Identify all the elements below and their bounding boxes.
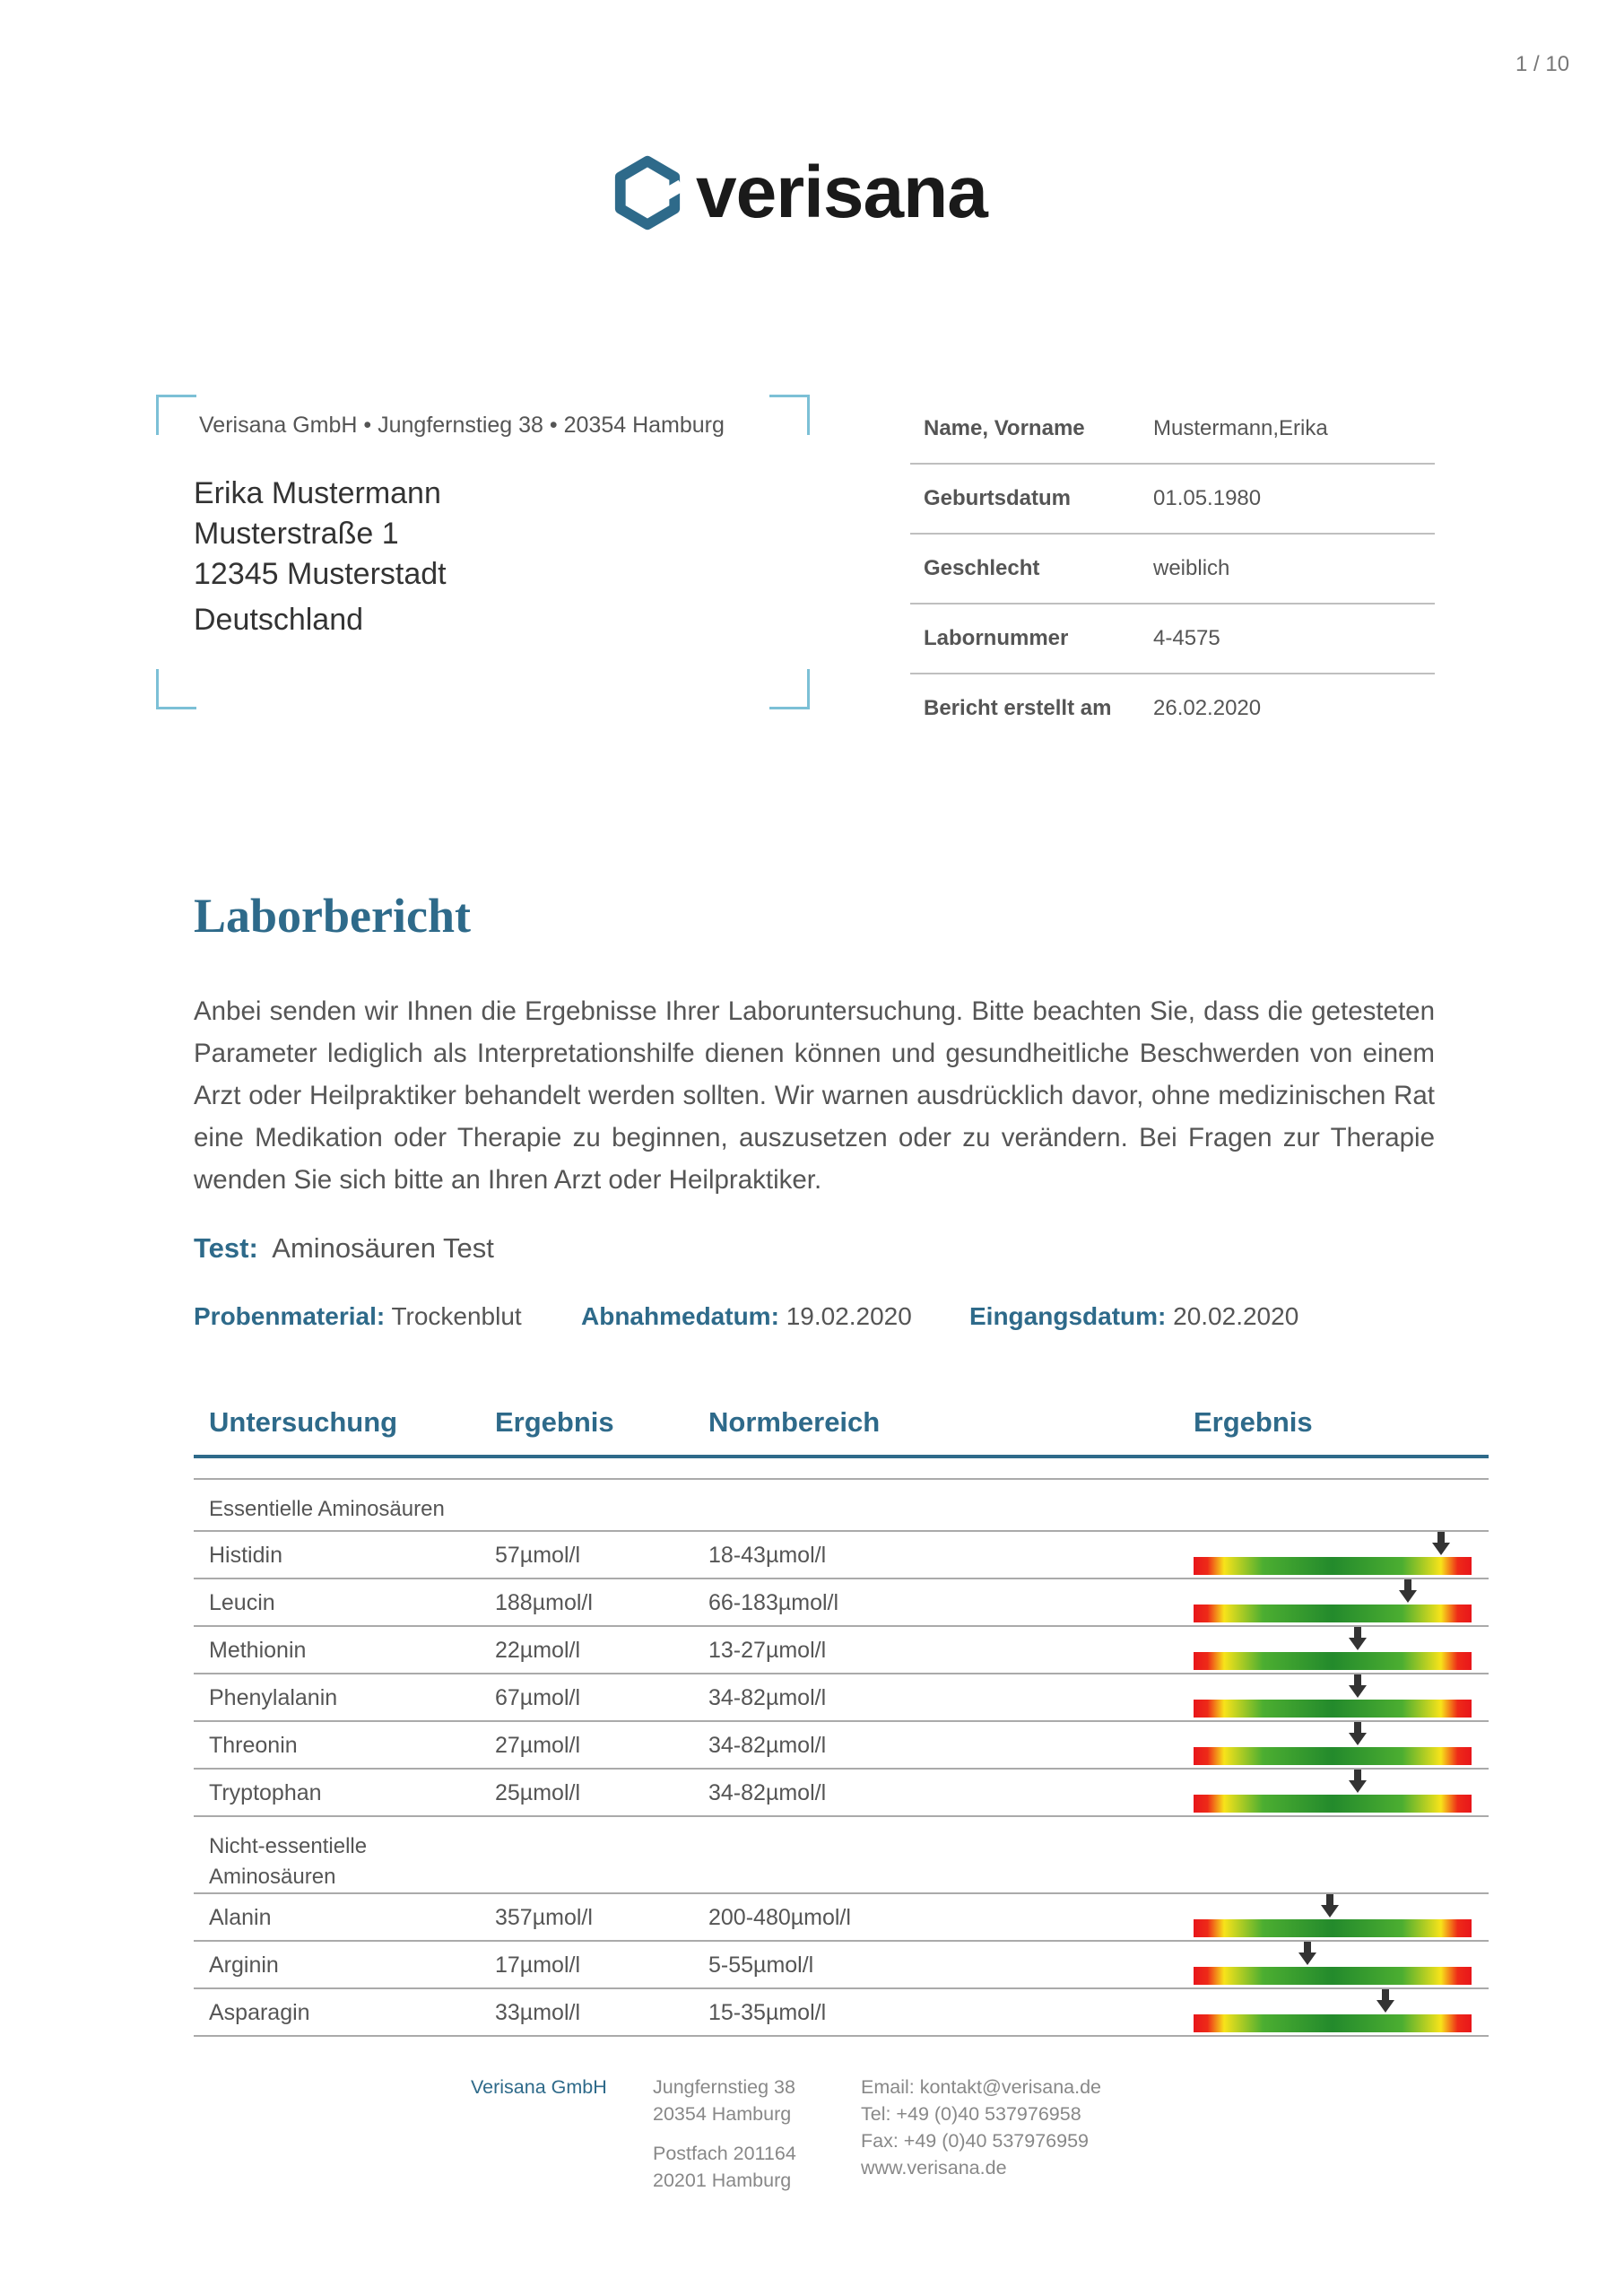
test-result: 25µmol/l — [495, 1780, 580, 1805]
result-gauge — [1194, 1965, 1472, 1985]
gauge-bar — [1194, 1747, 1472, 1765]
address-frame-corner — [156, 669, 196, 709]
footer-phone: Tel: +49 (0)40 537976958 — [861, 2103, 1081, 2125]
test-name: Asparagin — [209, 2000, 310, 2025]
footer-address-line: 20354 Hamburg — [653, 2103, 792, 2125]
result-gauge — [1194, 1650, 1472, 1670]
hexagon-logo-icon — [610, 155, 685, 230]
test-name: Histidin — [209, 1543, 282, 1568]
sample-material — [194, 1302, 522, 1331]
patient-info-table — [910, 395, 1435, 743]
table-row — [194, 1989, 1489, 2037]
test-result: 188µmol/l — [495, 1590, 593, 1615]
gauge-bar — [1194, 1605, 1472, 1622]
patient-info-value: Mustermann,Erika — [1153, 416, 1328, 440]
patient-info-row — [910, 674, 1435, 743]
result-marker-arrow-icon — [1349, 1770, 1367, 1793]
gauge-bar — [1194, 2014, 1472, 2032]
test-name: Leucin — [209, 1590, 275, 1615]
result-gauge — [1194, 1698, 1472, 1718]
test-name: Phenylalanin — [209, 1685, 338, 1710]
category-row — [194, 1817, 1489, 1894]
patient-info-value: 01.05.1980 — [1153, 486, 1262, 510]
patient-info-row — [910, 604, 1435, 674]
test-range: 34-82µmol/l — [708, 1780, 827, 1805]
patient-info-label: Name, Vorname — [924, 416, 1085, 440]
table-row — [194, 1942, 1489, 1989]
footer-postbox-line: Postfach 201164 — [653, 2143, 796, 2164]
patient-info-value: 26.02.2020 — [1153, 696, 1262, 720]
recipient-city: 12345 Musterstadt — [194, 557, 447, 591]
table-row — [194, 1894, 1489, 1942]
result-marker-arrow-icon — [1321, 1894, 1339, 1918]
footer-contact — [861, 2074, 1101, 2181]
report-intro: Anbei senden wir Ihnen die Ergebnisse Ihrer Laboruntersuchung. Bitte beachten Sie, dass die getesteten Parameter lediglich als Interpretationshilfe dienen können und gesundheitliche Beschwerden von einem Arzt oder Heilpraktiker behandelt werden sollten. Wir warnen ausdrücklich davor, ohne medizinischen Rat eine Medikation oder Therapie zu beginnen, auszusetzen oder zu verändern. Bei Fragen zur Therapie wenden Sie sich bitte an Ihren Arzt oder Heilpraktiker. — [194, 996, 1435, 1195]
category-label: Essentielle Aminosäuren — [209, 1497, 445, 1521]
logo-wordmark: verisana — [696, 152, 987, 233]
footer-company: Verisana GmbH — [471, 2076, 607, 2098]
patient-info-label: Labornummer — [924, 626, 1069, 650]
test-label: Test: — [194, 1232, 258, 1264]
test-range: 34-82µmol/l — [708, 1733, 827, 1758]
table-row — [194, 1722, 1489, 1770]
category-label: Nicht-essentielle Aminosäuren — [209, 1834, 368, 1889]
collection-value: 19.02.2020 — [786, 1302, 912, 1330]
test-line — [194, 1232, 494, 1265]
test-result: 33µmol/l — [495, 2000, 580, 2025]
gauge-bar — [1194, 1700, 1472, 1718]
gauge-bar — [1194, 1557, 1472, 1575]
test-name: Threonin — [209, 1733, 298, 1758]
address-frame-corner — [156, 395, 196, 435]
receipt-value: 20.02.2020 — [1173, 1302, 1299, 1330]
recipient-address — [194, 474, 447, 640]
table-row — [194, 1627, 1489, 1674]
sender-line: Verisana GmbH • Jungfernstieg 38 • 20354 Hamburg — [199, 413, 725, 438]
test-value: Aminosäuren Test — [272, 1232, 494, 1264]
address-frame-corner — [769, 669, 810, 709]
test-range: 200-480µmol/l — [708, 1905, 851, 1930]
recipient-street: Musterstraße 1 — [194, 517, 399, 551]
header-normbereich: Normbereich — [708, 1406, 881, 1438]
collection-label: Abnahmedatum: — [581, 1302, 779, 1330]
footer-fax: Fax: +49 (0)40 537976959 — [861, 2130, 1090, 2152]
receipt-date — [969, 1302, 1298, 1331]
results-table — [194, 1480, 1489, 2037]
test-range: 5-55µmol/l — [708, 1952, 814, 1978]
result-marker-arrow-icon — [1376, 1989, 1394, 2013]
result-marker-arrow-icon — [1399, 1579, 1417, 1603]
result-marker-arrow-icon — [1349, 1627, 1367, 1650]
test-result: 57µmol/l — [495, 1543, 580, 1568]
test-range: 15-35µmol/l — [708, 2000, 827, 2025]
patient-info-label: Geschlecht — [924, 556, 1040, 580]
recipient-name: Erika Mustermann — [194, 476, 441, 510]
result-marker-arrow-icon — [1349, 1722, 1367, 1745]
patient-info-row — [910, 395, 1435, 465]
test-result: 27µmol/l — [495, 1733, 580, 1758]
gauge-bar — [1194, 1652, 1472, 1670]
patient-info-label: Geburtsdatum — [924, 486, 1072, 510]
result-gauge — [1194, 1745, 1472, 1765]
test-result: 17µmol/l — [495, 1952, 580, 1978]
test-range: 18-43µmol/l — [708, 1543, 827, 1568]
header-ergebnis-chart: Ergebnis — [1194, 1406, 1313, 1438]
footer-postbox-line: 20201 Hamburg — [653, 2170, 792, 2191]
report-title: Laborbericht — [194, 889, 471, 943]
sample-value: Trockenblut — [391, 1302, 522, 1330]
patient-info-label: Bericht erstellt am — [924, 696, 1112, 720]
table-row — [194, 1674, 1489, 1722]
header-untersuchung: Untersuchung — [209, 1406, 398, 1438]
patient-info-value: weiblich — [1153, 556, 1230, 580]
address-frame-corner — [769, 395, 810, 435]
gauge-bar — [1194, 1967, 1472, 1985]
result-marker-arrow-icon — [1349, 1674, 1367, 1698]
result-gauge — [1194, 1555, 1472, 1575]
category-row — [194, 1480, 1489, 1532]
test-result: 357µmol/l — [495, 1905, 593, 1930]
receipt-label: Eingangsdatum: — [969, 1302, 1167, 1330]
header-divider — [194, 1455, 1489, 1458]
result-gauge — [1194, 1918, 1472, 1937]
footer-address-line: Jungfernstieg 38 — [653, 2076, 795, 2098]
test-range: 66-183µmol/l — [708, 1590, 839, 1615]
test-name: Tryptophan — [209, 1780, 322, 1805]
recipient-country: Deutschland — [194, 603, 364, 637]
footer-website[interactable]: www.verisana.de — [861, 2157, 1007, 2179]
test-name: Arginin — [209, 1952, 279, 1978]
result-marker-arrow-icon — [1298, 1942, 1316, 1965]
patient-info-row — [910, 465, 1435, 535]
collection-date — [581, 1302, 912, 1331]
table-row — [194, 1770, 1489, 1817]
test-result: 67µmol/l — [495, 1685, 580, 1710]
footer-email[interactable]: Email: kontakt@verisana.de — [861, 2076, 1102, 2098]
patient-info-row — [910, 535, 1435, 604]
result-gauge — [1194, 1603, 1472, 1622]
test-result: 22µmol/l — [495, 1638, 580, 1663]
gauge-bar — [1194, 1919, 1472, 1937]
test-name: Methionin — [209, 1638, 307, 1663]
test-range: 34-82µmol/l — [708, 1685, 827, 1710]
test-range: 13-27µmol/l — [708, 1638, 827, 1663]
test-name: Alanin — [209, 1905, 272, 1930]
header-ergebnis: Ergebnis — [495, 1406, 614, 1438]
result-marker-arrow-icon — [1432, 1532, 1450, 1555]
result-gauge — [1194, 2013, 1472, 2032]
patient-info-value: 4-4575 — [1153, 626, 1220, 650]
verisana-logo — [610, 148, 1022, 238]
sample-label: Probenmaterial: — [194, 1302, 386, 1330]
table-row — [194, 1579, 1489, 1627]
page-number: 1 / 10 — [1515, 52, 1570, 76]
footer-address — [653, 2074, 796, 2194]
table-row — [194, 1532, 1489, 1579]
result-gauge — [1194, 1793, 1472, 1813]
gauge-bar — [1194, 1795, 1472, 1813]
